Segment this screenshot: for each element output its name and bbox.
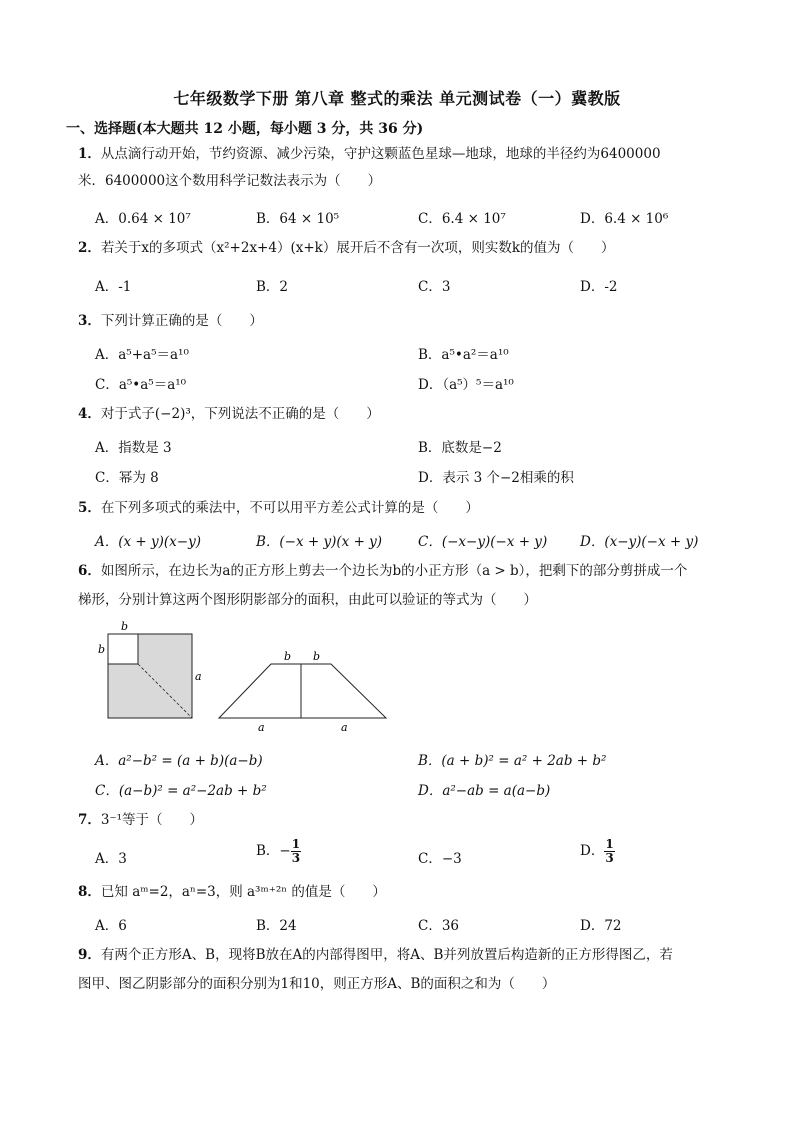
question-3 (78, 310, 263, 332)
question-1-line2: 米．6400000这个数用科学记数法表示为（ ） (78, 173, 382, 189)
option-c: C．6.4 × 10⁷ (418, 211, 506, 227)
question-text: 在下列多项式的乘法中，不可以用平方差公式计算的是（ ） (100, 500, 479, 516)
option-b: B．底数是−2 (418, 440, 502, 456)
denominator: 3 (291, 851, 301, 865)
option-c: C．−3 (418, 851, 462, 867)
label-a-2: a (341, 721, 348, 734)
question-6 (78, 560, 687, 582)
option-b: B．(−x + y)(x + y) (256, 534, 383, 550)
question-6-line2: 梯形，分别计算这两个图形阴影部分的面积，由此可以验证的等式为（ ） (78, 592, 537, 608)
fraction (604, 838, 614, 865)
question-5 (78, 497, 479, 519)
question-number: 5． (78, 500, 101, 516)
trapezoid-figure (219, 650, 386, 734)
option-b: B．(a + b)² = a² + 2ab + b² (418, 753, 607, 769)
question-text: 对于式子(−2)³，下列说法不正确的是（ ） (100, 406, 380, 422)
option-b-prefix: B．− (256, 843, 291, 859)
question-7 (78, 809, 203, 831)
question-number: 1． (78, 146, 101, 162)
question-text: 有两个正方形A、B，现将B放在A的内部得图甲，将A、B并列放置后构造新的正方形得图乙，若 (100, 947, 673, 963)
option-b: B．2 (256, 279, 289, 295)
question-text: 3⁻¹等于（ ） (100, 812, 204, 828)
option-d: D．表示 3 个−2相乘的积 (418, 470, 574, 486)
option-a: A．0.64 × 10⁷ (95, 211, 191, 227)
question-number: 2． (78, 240, 101, 256)
option-b: B．24 (256, 918, 297, 934)
numerator: 1 (291, 837, 301, 851)
square-figure (98, 620, 202, 718)
question-4 (78, 403, 380, 425)
option-b (256, 838, 301, 865)
option-a: A．6 (95, 918, 127, 934)
question-number: 4． (78, 406, 101, 422)
question-text: 下列计算正确的是（ ） (100, 313, 263, 329)
denominator: 3 (605, 851, 614, 865)
question-text: 如图所示，在边长为a的正方形上剪去一个边长为b的小正方形（a > b），把剩下的部分剪拼成一个 (100, 563, 688, 579)
label-a-right: a (195, 670, 202, 683)
option-c: C．(a−b)² = a²−2ab + b² (95, 783, 267, 799)
fraction (291, 838, 301, 865)
question-number: 8． (78, 884, 101, 900)
option-a: A．(x + y)(x−y) (95, 534, 202, 550)
question-number: 7． (78, 812, 101, 828)
option-d: D．a²−ab = a(a−b) (418, 783, 551, 799)
option-d: D．6.4 × 10⁶ (580, 211, 669, 227)
option-a: A．-1 (95, 279, 132, 295)
option-d-prefix: D． (580, 843, 605, 859)
option-a: A．3 (95, 851, 127, 867)
question-9-line2: 图甲、图乙阴影部分的面积分别为1和10，则正方形A、B的面积之和为（ ） (78, 976, 556, 992)
option-d: D．(x−y)(−x + y) (580, 534, 699, 550)
option-d: D．（a⁵）⁵＝a¹⁰ (418, 377, 514, 393)
question-2 (78, 237, 615, 259)
question-text: 若关于x的多项式（x²+2x+4）(x+k）展开后不含有一次项，则实数k的值为（ ） (100, 240, 615, 256)
option-b: B．64 × 10⁵ (256, 211, 340, 227)
label-b-top: b (121, 620, 129, 633)
question-text: 已知 aᵐ=2，aⁿ=3，则 a³ᵐ⁺²ⁿ 的值是（ ） (100, 884, 386, 900)
section-heading: 一、选择题(本大题共 12 小题，每小题 3 分，共 36 分) (66, 121, 424, 137)
option-d (580, 838, 615, 865)
label-b-1: b (284, 650, 292, 663)
label-b-left: b (98, 643, 106, 656)
option-c: C．3 (418, 279, 451, 295)
option-a: A．a⁵+a⁵＝a¹⁰ (95, 347, 189, 363)
option-c: C．(−x−y)(−x + y) (418, 534, 548, 550)
option-c: C．36 (418, 918, 460, 934)
option-d: D．72 (580, 918, 622, 934)
label-b-2: b (313, 650, 321, 663)
question-1 (78, 143, 661, 165)
option-c: C．a⁵•a⁵＝a¹⁰ (95, 377, 187, 393)
question-number: 9． (78, 947, 101, 963)
page-title: 七年级数学下册 第八章 整式的乘法 单元测试卷（一）冀教版 (173, 89, 621, 108)
option-a: A．a²−b² = (a + b)(a−b) (95, 753, 263, 769)
numerator: 1 (605, 837, 614, 851)
question-number: 3． (78, 313, 101, 329)
option-a: A．指数是 3 (95, 440, 172, 456)
question-number: 6． (78, 563, 101, 579)
option-d: D．-2 (580, 279, 618, 295)
question-6-figure (88, 618, 398, 738)
question-8 (78, 881, 386, 903)
question-text: 从点滴行动开始，节约资源、减少污染，守护这颗蓝色星球—地球，地球的半径约为6400000 (100, 146, 661, 162)
question-9 (78, 944, 673, 966)
label-a-1: a (258, 721, 265, 734)
option-b: B．a⁵•a²＝a¹⁰ (418, 347, 509, 363)
option-c: C．幂为 8 (95, 470, 159, 486)
